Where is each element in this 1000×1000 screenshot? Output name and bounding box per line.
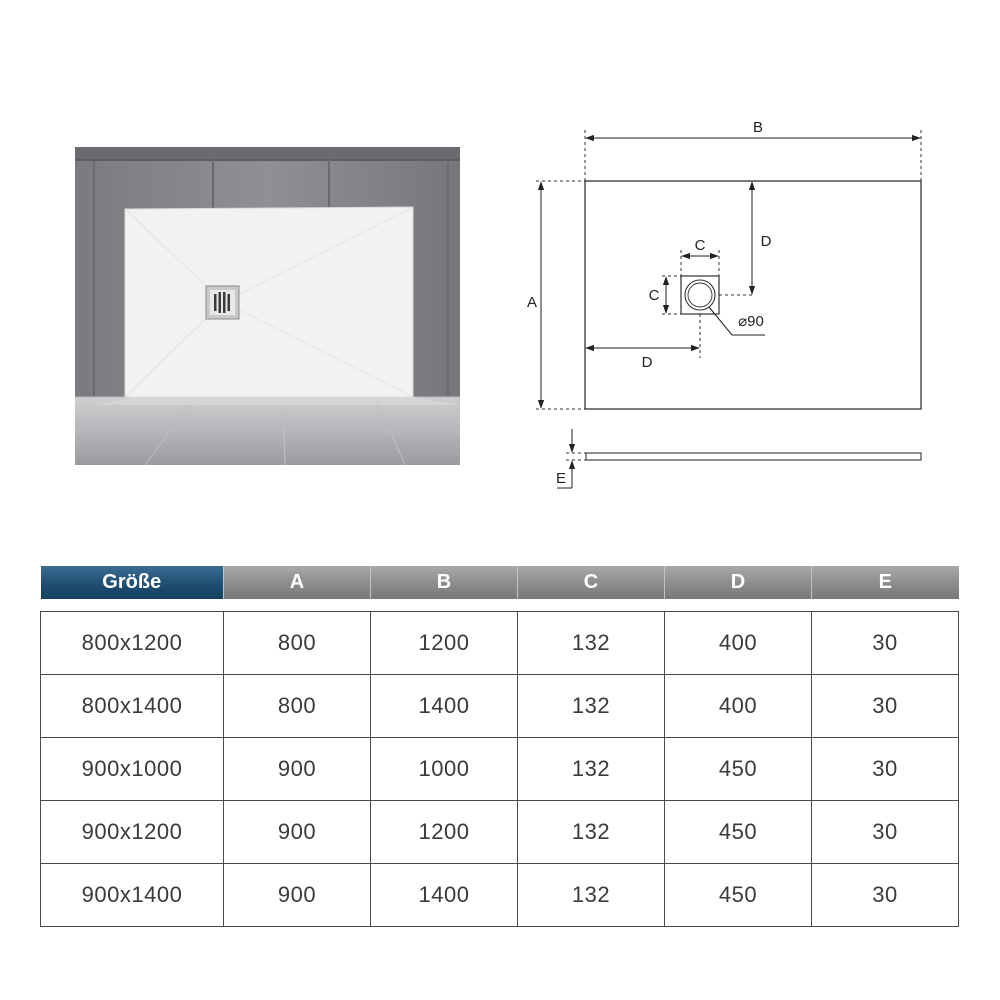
tray-outline [585, 181, 921, 409]
size-table [40, 566, 959, 927]
dimension-b [585, 119, 921, 181]
table-row [41, 738, 959, 801]
table-row [41, 801, 959, 864]
cell-c: 132 [518, 612, 665, 675]
cell-a: 900 [224, 801, 371, 864]
cell-e: 30 [812, 864, 959, 927]
cell-c: 132 [518, 864, 665, 927]
dimension-a [527, 181, 585, 409]
label-d-horizontal: D [641, 354, 653, 371]
label-c-horizontal: C [694, 237, 706, 254]
label-c-vertical: C [648, 287, 660, 304]
header-groesse: Größe [41, 566, 224, 599]
table-row [41, 675, 959, 738]
label-d-vertical: D [760, 233, 772, 250]
cell-e: 30 [812, 612, 959, 675]
cell-b: 1200 [371, 612, 518, 675]
table-row [41, 612, 959, 675]
cell-a: 800 [224, 675, 371, 738]
side-profile [566, 453, 921, 460]
header-d: D [665, 566, 812, 599]
table-spacer [41, 599, 959, 612]
label-b: B [752, 119, 764, 136]
table-header-row [41, 566, 959, 599]
cell-b: 1000 [371, 738, 518, 801]
cell-size: 800x1200 [41, 612, 224, 675]
header-e: E [812, 566, 959, 599]
cell-d: 400 [665, 675, 812, 738]
cell-c: 132 [518, 801, 665, 864]
label-e: E [555, 470, 567, 487]
cell-b: 1400 [371, 675, 518, 738]
cell-b: 1200 [371, 801, 518, 864]
cell-b: 1400 [371, 864, 518, 927]
cell-d: 400 [665, 612, 812, 675]
dimension-e [556, 429, 572, 488]
header-a: A [224, 566, 371, 599]
cell-e: 30 [812, 738, 959, 801]
cell-size: 900x1200 [41, 801, 224, 864]
cell-a: 900 [224, 864, 371, 927]
header-b: B [371, 566, 518, 599]
cell-size: 900x1400 [41, 864, 224, 927]
header-c: C [518, 566, 665, 599]
cell-e: 30 [812, 801, 959, 864]
cell-c: 132 [518, 738, 665, 801]
table-row [41, 864, 959, 927]
label-a: A [526, 294, 538, 311]
cell-d: 450 [665, 801, 812, 864]
cell-a: 900 [224, 738, 371, 801]
cell-size: 800x1400 [41, 675, 224, 738]
label-diameter: ⌀90 [738, 313, 764, 330]
cell-d: 450 [665, 738, 812, 801]
cell-d: 450 [665, 864, 812, 927]
cell-a: 800 [224, 612, 371, 675]
cell-size: 900x1000 [41, 738, 224, 801]
cell-e: 30 [812, 675, 959, 738]
cell-c: 132 [518, 675, 665, 738]
